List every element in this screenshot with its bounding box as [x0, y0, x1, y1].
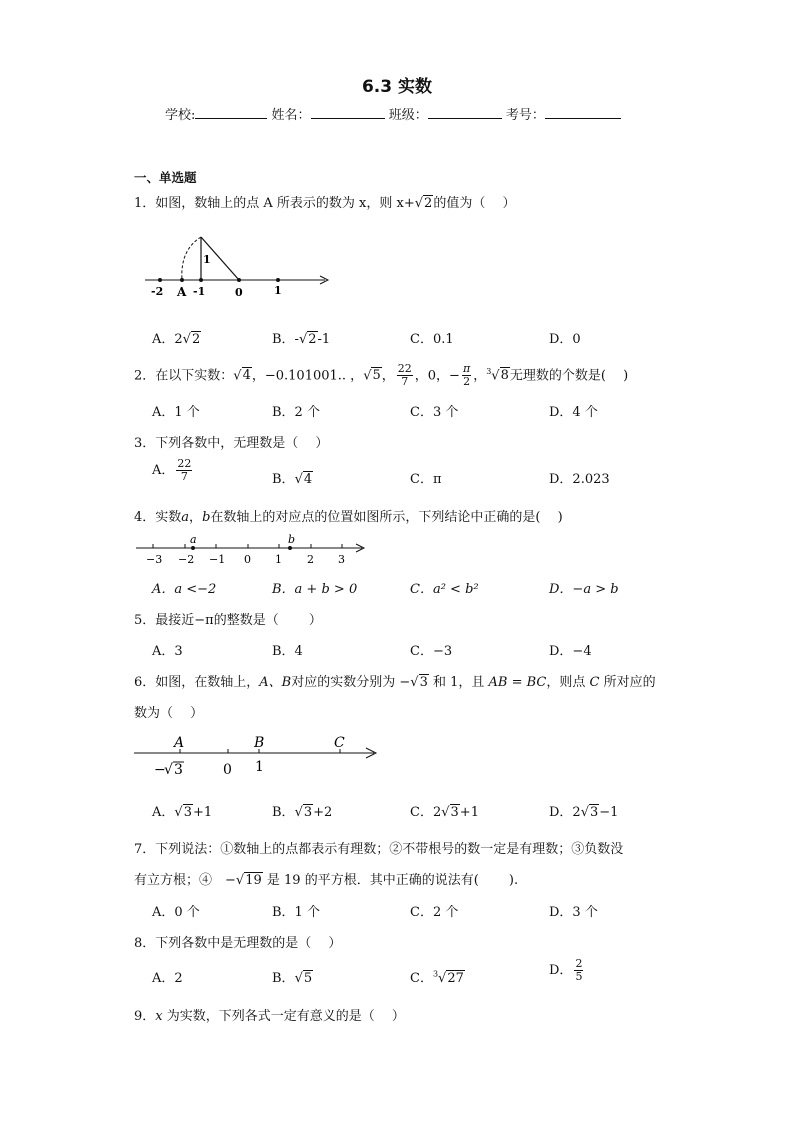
school-blank[interactable]	[195, 106, 267, 119]
label-b: b	[288, 533, 296, 546]
q1-text-end: 的值为（ ）	[433, 196, 516, 211]
point-minus2	[158, 278, 162, 282]
q7-option-d[interactable]: D．3 个	[549, 905, 598, 920]
q1-radicand: 2	[424, 196, 433, 211]
q6-option-b[interactable]: B．√3+2	[272, 805, 333, 820]
q1-option-b[interactable]: B．-√2-1	[272, 332, 331, 347]
q1-text: 1．如图，数轴上的点 A 所表示的数为 x，则 x+	[134, 196, 415, 211]
q3-option-c[interactable]: C．π	[410, 472, 442, 487]
label-neg: −	[154, 762, 166, 778]
class-blank[interactable]	[428, 106, 502, 119]
q1-option-a[interactable]: A．2√2	[152, 332, 201, 347]
q8-option-a[interactable]: A．2	[152, 971, 183, 986]
label-minus2: -2	[151, 285, 164, 298]
point-a	[180, 278, 184, 282]
label-1: 1	[255, 759, 264, 775]
q8-option-b[interactable]: B．√5	[272, 971, 313, 986]
q6-option-c[interactable]: C．2√3+1	[410, 805, 479, 820]
label-b: B	[254, 735, 265, 751]
q5-option-b[interactable]: B．4	[272, 644, 303, 659]
point-b	[288, 546, 292, 550]
fraction-22-7: $\frac{22}{7}$	[397, 362, 412, 389]
q4-option-a[interactable]: A．a <−2	[152, 582, 217, 597]
question-8: 8．下列各数中是无理数的是（ ）	[134, 936, 342, 951]
fraction-pi-2: $\frac{\pi}{2}$	[462, 362, 471, 389]
label-minus1: -1	[193, 285, 206, 298]
q1-option-d[interactable]: D．0	[549, 332, 581, 347]
question-1	[134, 192, 515, 211]
q8-option-c[interactable]: C．$^3$√27	[410, 969, 464, 986]
school-label: 学校:	[165, 108, 196, 123]
q5-option-d[interactable]: D．−4	[549, 644, 592, 659]
question-3: 3．下列各数中，无理数是（ ）	[134, 436, 329, 451]
name-blank[interactable]	[311, 106, 385, 119]
q4-option-d[interactable]: D．−a > b	[549, 582, 619, 597]
q7-option-b[interactable]: B．1 个	[272, 905, 320, 920]
label-a: A	[177, 285, 187, 299]
q4-option-b[interactable]: B．a + b > 0	[272, 582, 358, 597]
label-1: 1	[274, 284, 282, 297]
point-1	[276, 278, 280, 282]
class-label: 班级：	[388, 108, 428, 123]
tick-2: 2	[307, 553, 314, 566]
question-5: 5．最接近−π的整数是（ ）	[134, 613, 322, 628]
tick-0: 0	[244, 553, 251, 566]
question-7: 7．下列说法：①数轴上的点都表示有理数；②不带根号的数一定是有理数；③负数没	[134, 842, 624, 857]
q5-option-c[interactable]: C．−3	[410, 644, 453, 659]
q7-option-a[interactable]: A．0 个	[152, 905, 200, 920]
q5-option-a[interactable]: A．3	[152, 644, 183, 659]
question-6: 6．如图，在数轴上，A、B对应的实数分别为 −√3 和 1，且 AB = BC，则点 C 所对应的	[134, 675, 656, 690]
question-9: 9．x 为实数，下列各式一定有意义的是（ ）	[134, 1009, 405, 1024]
q4-number-line-figure	[134, 532, 374, 568]
exam-no-label: 考号：	[505, 108, 545, 123]
q2-option-c[interactable]: C．3 个	[410, 405, 459, 420]
q4-option-c[interactable]: C．a² < b²	[410, 582, 479, 597]
tick-minus2: −2	[178, 553, 195, 566]
point-a	[191, 546, 195, 550]
tick-minus3: −3	[146, 553, 163, 566]
q3-option-b[interactable]: B．√4	[272, 472, 313, 487]
q2-option-d[interactable]: D．4 个	[549, 405, 598, 420]
label-0: 0	[235, 286, 243, 299]
q3-option-d[interactable]: D．2.023	[549, 472, 610, 487]
label-neg-rad: 3	[174, 762, 183, 778]
q6-option-a[interactable]: A．√3+1	[152, 805, 213, 820]
label-side-1: 1	[203, 253, 211, 266]
q7-option-c[interactable]: C．2 个	[410, 905, 459, 920]
page-title: 6.3 实数	[361, 77, 433, 97]
sqrt-symbol: √	[164, 762, 173, 778]
label-a: A	[174, 735, 185, 751]
point-minus1	[199, 278, 203, 282]
tick-1: 1	[275, 553, 282, 566]
q8-option-d[interactable]: D． $\frac{2}{5}$	[549, 957, 583, 983]
label-0: 0	[223, 762, 232, 778]
q2-option-b[interactable]: B．2 个	[272, 405, 320, 420]
q6-number-line-figure	[134, 732, 384, 782]
name-label: 姓名：	[271, 108, 311, 123]
label-c: C	[334, 735, 345, 751]
tick-3: 3	[338, 553, 345, 566]
q6-option-d[interactable]: D．2√3−1	[549, 805, 619, 820]
label-a: a	[190, 533, 197, 546]
q1-option-c[interactable]: C．0.1	[410, 332, 454, 347]
question-4: 4．实数a，b在数轴上的对应点的位置如图所示，下列结论中正确的是( )	[134, 510, 563, 525]
q2-option-a[interactable]: A．1 个	[152, 405, 200, 420]
section-title: 一、单选题	[134, 170, 197, 185]
exam-no-blank[interactable]	[545, 106, 621, 119]
sqrt-symbol: √	[414, 196, 424, 211]
question-7-line2: 有立方根；④ −√19 是 19 的平方根．其中正确的说法有( ).	[134, 873, 519, 888]
tick-minus1: −1	[209, 553, 226, 566]
point-0	[237, 278, 241, 282]
q1-number-line-figure	[140, 230, 340, 300]
q3-option-a[interactable]: A． $\frac{22}{7}$	[152, 457, 192, 483]
question-2: 2．在以下实数：√4，−0.101001.. ，√5， $\frac{22}{7}$ ，0，− $\frac{\pi}{2}$ ，$^3$√8无理数的个数是( )	[134, 362, 629, 389]
question-6-line2: 数为（ ）	[134, 706, 204, 721]
student-info-line	[165, 104, 621, 123]
